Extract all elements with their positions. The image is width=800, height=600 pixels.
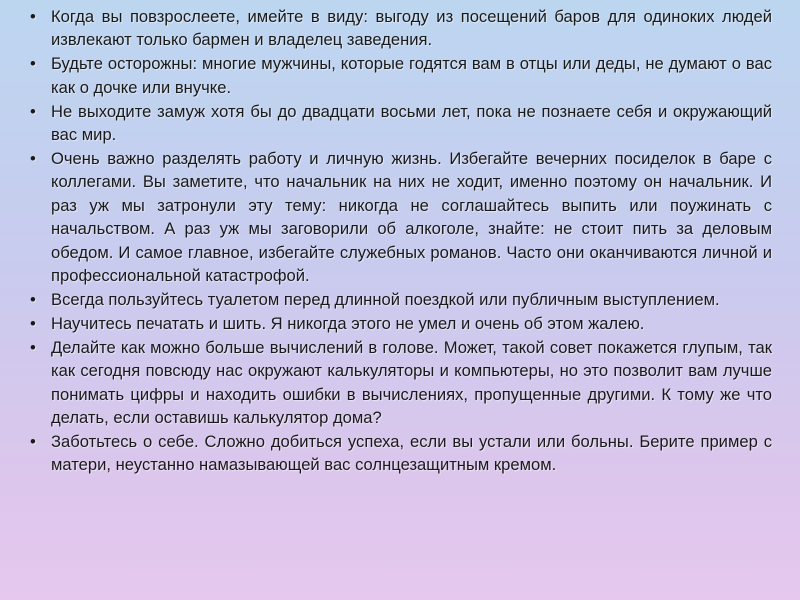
bullet-icon: •	[30, 7, 36, 26]
bullet-icon: •	[30, 289, 36, 309]
bullet-icon: •	[30, 313, 36, 333]
bullet-icon: •	[30, 101, 36, 121]
bullet-text: Очень важно разделять работу и личную жизнь. Избегайте вечерних посиделок в баре с коллегами. Вы заметите, что начальник на них не ходит, именно поэтому он начальник. И раз уж мы затронули эту тему: никогда не соглашайтесь выпить или поужинать с начальством. А раз уж мы заговорили об алкоголе, знайте: не стоит пить за деловым обедом. И самое главное, избегайте служебных романов. Часто они оканчиваются личной и профессиональной катастрофой.	[51, 148, 772, 285]
bullet-text: Не выходите замуж хотя бы до двадцати восьми лет, пока не познаете себя и окружающий вас мир.	[51, 101, 772, 145]
bullet-icon: •	[30, 337, 36, 357]
bullet-icon: •	[30, 54, 36, 74]
bullet-item	[30, 288, 772, 311]
bullet-icon: •	[30, 431, 36, 451]
bullet-text: Научитесь печатать и шить. Я никогда этого не умел и очень об этом жалею.	[51, 313, 645, 333]
bullet-item	[30, 52, 772, 99]
bullet-item	[30, 147, 772, 287]
bullet-text: Всегда пользуйтесь туалетом перед длинной поездкой или публичным выступлением.	[51, 289, 720, 309]
bullet-item	[30, 430, 772, 477]
bullet-item	[30, 312, 772, 335]
bullet-list	[30, 5, 772, 477]
bullet-item	[30, 5, 772, 52]
bullet-text: Когда вы повзрослеете, имейте в виду: выгоду из посещений баров для одиноких людей извлекают только бармен и владелец заведения.	[51, 7, 772, 50]
bullet-icon: •	[30, 148, 36, 168]
bullet-item	[30, 336, 772, 430]
bullet-item	[30, 100, 772, 147]
bullet-text: Делайте как можно больше вычислений в голове. Может, такой совет покажется глупым, так как сегодня повсюду нас окружают калькуляторы и компьютеры, но это позволит вам лучше понимать цифры и находить ошибки в вычислениях, пропущенные другими. К тому же что делать, если оставишь калькулятор дома?	[51, 337, 772, 427]
bullet-text: Заботьтесь о себе. Сложно добиться успеха, если вы устали или больны. Берите пример с матери, неустанно намазывающей вас солнцезащитным кремом.	[51, 431, 772, 475]
bullet-text: Будьте осторожны: многие мужчины, которые годятся вам в отцы или деды, не думают о вас как о дочке или внучке.	[51, 54, 772, 97]
